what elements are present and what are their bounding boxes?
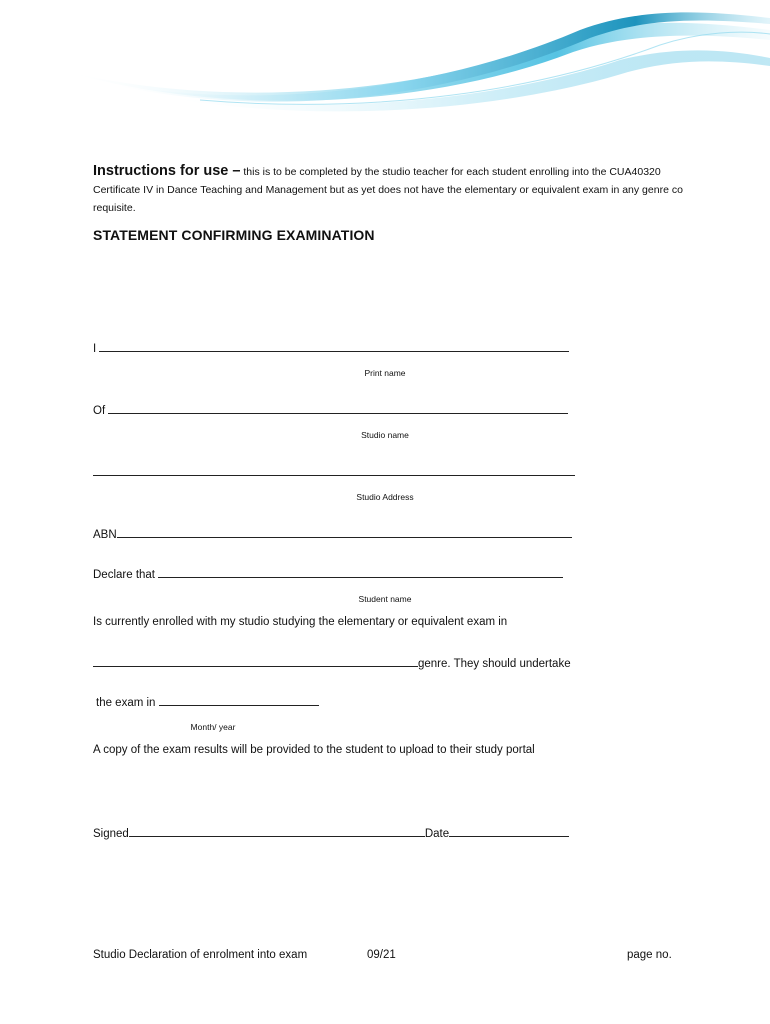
studio-address-caption: Studio Address [356,492,414,502]
genre-suffix: genre. They should undertake [418,658,571,670]
abn-prefix: ABN [93,529,117,541]
student-name-field[interactable] [158,567,563,578]
signature-row [93,826,569,840]
footer-page-number: page no. [627,949,672,961]
studio-name-caption: Studio name [361,430,409,440]
exam-in-prefix: the exam in [96,697,156,709]
abn-row [93,527,572,541]
copy-statement: A copy of the exam results will be provided to the student to upload to their study portal [93,744,535,756]
header-swoosh-graphic [0,0,770,130]
studio-address-row [93,465,575,479]
print-name-field[interactable] [99,341,569,352]
footer-version: 09/21 [367,949,396,961]
student-name-caption: Student name [358,594,412,604]
exam-in-row [96,695,319,709]
footer-doc-name: Studio Declaration of enrolment into exam [93,949,308,961]
enrolled-statement: Is currently enrolled with my studio studying the elementary or equivalent exam in [93,616,508,628]
print-name-caption: Print name [364,368,406,378]
date-field[interactable] [449,826,569,837]
signature-field[interactable] [129,826,425,837]
studio-address-field[interactable] [93,465,575,476]
signed-prefix: Signed [93,828,129,840]
month-year-field[interactable] [159,695,319,706]
studio-name-prefix: Of [93,405,106,417]
studio-name-field[interactable] [108,403,568,414]
declare-row [93,567,563,581]
instructions-text: this is to be completed by the studio teacher for each student enrolling into the CUA40320 Certificate IV in Dance Teaching and Management but as yet does not have the elementary or equivalent exam in any genre co requisite. [93,166,683,214]
date-prefix: Date [424,828,450,840]
genre-row [93,656,571,670]
declare-prefix: Declare that [93,569,156,581]
print-name-row [93,341,569,355]
instructions-paragraph [93,162,693,217]
studio-name-row [93,403,568,417]
abn-field[interactable] [117,527,572,538]
genre-field[interactable] [93,656,418,667]
month-year-caption: Month/ year [190,722,236,732]
print-name-prefix: I [93,343,97,355]
instructions-heading: Instructions for use – [93,163,241,179]
document-title: STATEMENT CONFIRMING EXAMINATION [93,227,375,243]
